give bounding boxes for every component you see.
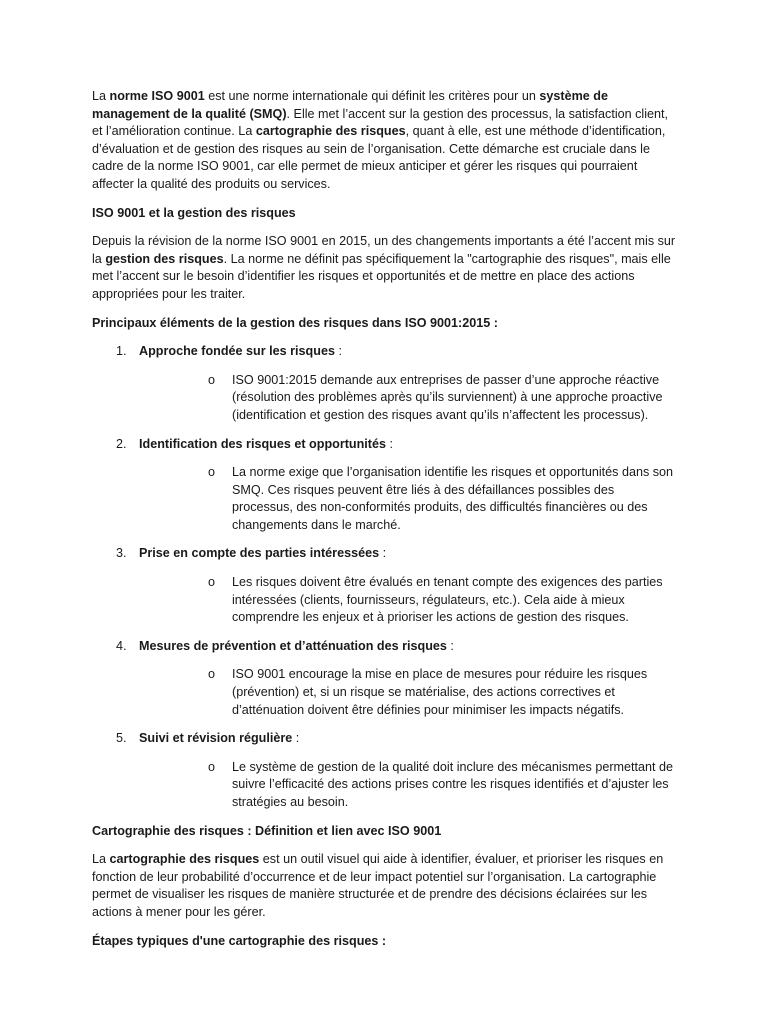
section-heading-cartographie: Cartographie des risques : Définition et lien avec ISO 9001 bbox=[92, 823, 442, 838]
list-item-title: Suivi et révision régulière : bbox=[139, 731, 300, 746]
bullet-o-icon: o bbox=[208, 575, 216, 590]
term-iso-9001: norme ISO 9001 bbox=[109, 89, 205, 103]
sub-bullet-text: ISO 9001 encourage la mise en place de mesures pour réduire les risques (prévention) et, si un risque se matérialise, des actions correctives et d’atténuation doivent être définies pour minimiser les impacts négatifs. bbox=[232, 667, 648, 717]
bullet-o-icon: o bbox=[208, 465, 216, 480]
list-number: 2. bbox=[116, 436, 127, 451]
sub-bullet-text: Les risques doivent être évalués en tenant compte des exigences des parties intéressées (clients, fournisseurs, régulateurs, etc.). Cela aide à mieux comprendre les enjeux et à prioriser les actions de gestion des risques. bbox=[232, 575, 663, 625]
list-item bbox=[92, 638, 678, 719]
list-item bbox=[92, 343, 678, 424]
term-smq: système de management de la qualité (SMQ) bbox=[92, 89, 608, 121]
list-number: 3. bbox=[116, 546, 127, 561]
term-gestion-risques: gestion des risques bbox=[105, 251, 224, 266]
list-number: 1. bbox=[116, 344, 127, 359]
list-item bbox=[92, 730, 678, 811]
revision-paragraph: Depuis la révision de la norme ISO 9001 en 2015, un des changements importants a été l’accent mis sur la gestion des risques. La norme ne définit pas spécifiquement la "cartographie des risques", mais elle met l’accent sur le besoin d’identifier les risques et opportunités et de mettre en place des actions appropriées pour les traiter. bbox=[92, 234, 676, 301]
bullet-o-icon: o bbox=[208, 667, 216, 682]
sub-bullet bbox=[139, 666, 678, 719]
sub-bullet-text: Le système de gestion de la qualité doit inclure des mécanismes permettant de suivre l’efficacité des actions prises contre les risques identifiés et d’ajuster les stratégies au besoin. bbox=[232, 759, 674, 809]
term-cartographie-definition: cartographie des risques bbox=[109, 852, 260, 867]
section-heading-iso-risques: ISO 9001 et la gestion des risques bbox=[92, 205, 296, 220]
term-cartographie: cartographie des risques bbox=[255, 124, 406, 139]
bullet-o-icon: o bbox=[208, 372, 216, 387]
sub-bullet bbox=[139, 759, 678, 812]
sub-bullet-text: La norme exige que l’organisation identifie les risques et opportunités dans son SMQ. Ces risques peuvent être liés à des défaillances possibles des processus, des non-conformités produits, des difficultés financières ou des changements dans le marché. bbox=[232, 465, 674, 532]
document-page bbox=[92, 88, 678, 961]
sub-bullet bbox=[139, 372, 678, 425]
list-item-title: Prise en compte des parties intéressées : bbox=[139, 546, 387, 561]
list-item bbox=[92, 436, 678, 535]
intro-paragraph: La norme ISO 9001 est une norme internationale qui définit les critères pour un système de management de la qualité (SMQ). Elle met l’accent sur la gestion des processus, la satisfaction client, et l’amélioration continue. La cartographie des risques, quant à elle, est une méthode d’identification, d’évaluation et de gestion des risques au sein de l’organisation. Cette démarche est cruciale dans le cadre de la norme ISO 9001, car elle permet de mieux anticiper et gérer les risques qui pourraient affecter la qualité des produits ou services. bbox=[92, 89, 669, 191]
list-item bbox=[92, 545, 678, 626]
list-number: 5. bbox=[116, 731, 127, 746]
list-item-title: Approche fondée sur les risques : bbox=[139, 344, 342, 359]
numbered-list bbox=[92, 343, 678, 811]
sub-bullet-text: ISO 9001:2015 demande aux entreprises de passer d’une approche réactive (résolution des problèmes après qu’ils surviennent) à une approche proactive (identification et gestion des risques avant qu’ils n’affectent les processus). bbox=[232, 372, 663, 422]
sub-bullet bbox=[139, 464, 678, 534]
bullet-o-icon: o bbox=[208, 759, 216, 774]
list-item-title: Identification des risques et opportunités : bbox=[139, 436, 394, 451]
list-number: 4. bbox=[116, 638, 127, 653]
sub-bullet bbox=[139, 574, 678, 627]
section-heading-etapes: Étapes typiques d'une cartographie des risques : bbox=[92, 933, 387, 948]
section-heading-elements: Principaux éléments de la gestion des risques dans ISO 9001:2015 : bbox=[92, 315, 498, 330]
cartographie-paragraph: La cartographie des risques est un outil visuel qui aide à identifier, évaluer, et prioriser les risques en fonction de leur probabilité d’occurrence et de leur impact potentiel sur l’organisation. La cartographie permet de visualiser les risques de manière structurée et de prendre des décisions éclairées sur les actions à mener pour les gérer. bbox=[92, 852, 664, 919]
list-item-title: Mesures de prévention et d’atténuation des risques : bbox=[139, 638, 454, 653]
